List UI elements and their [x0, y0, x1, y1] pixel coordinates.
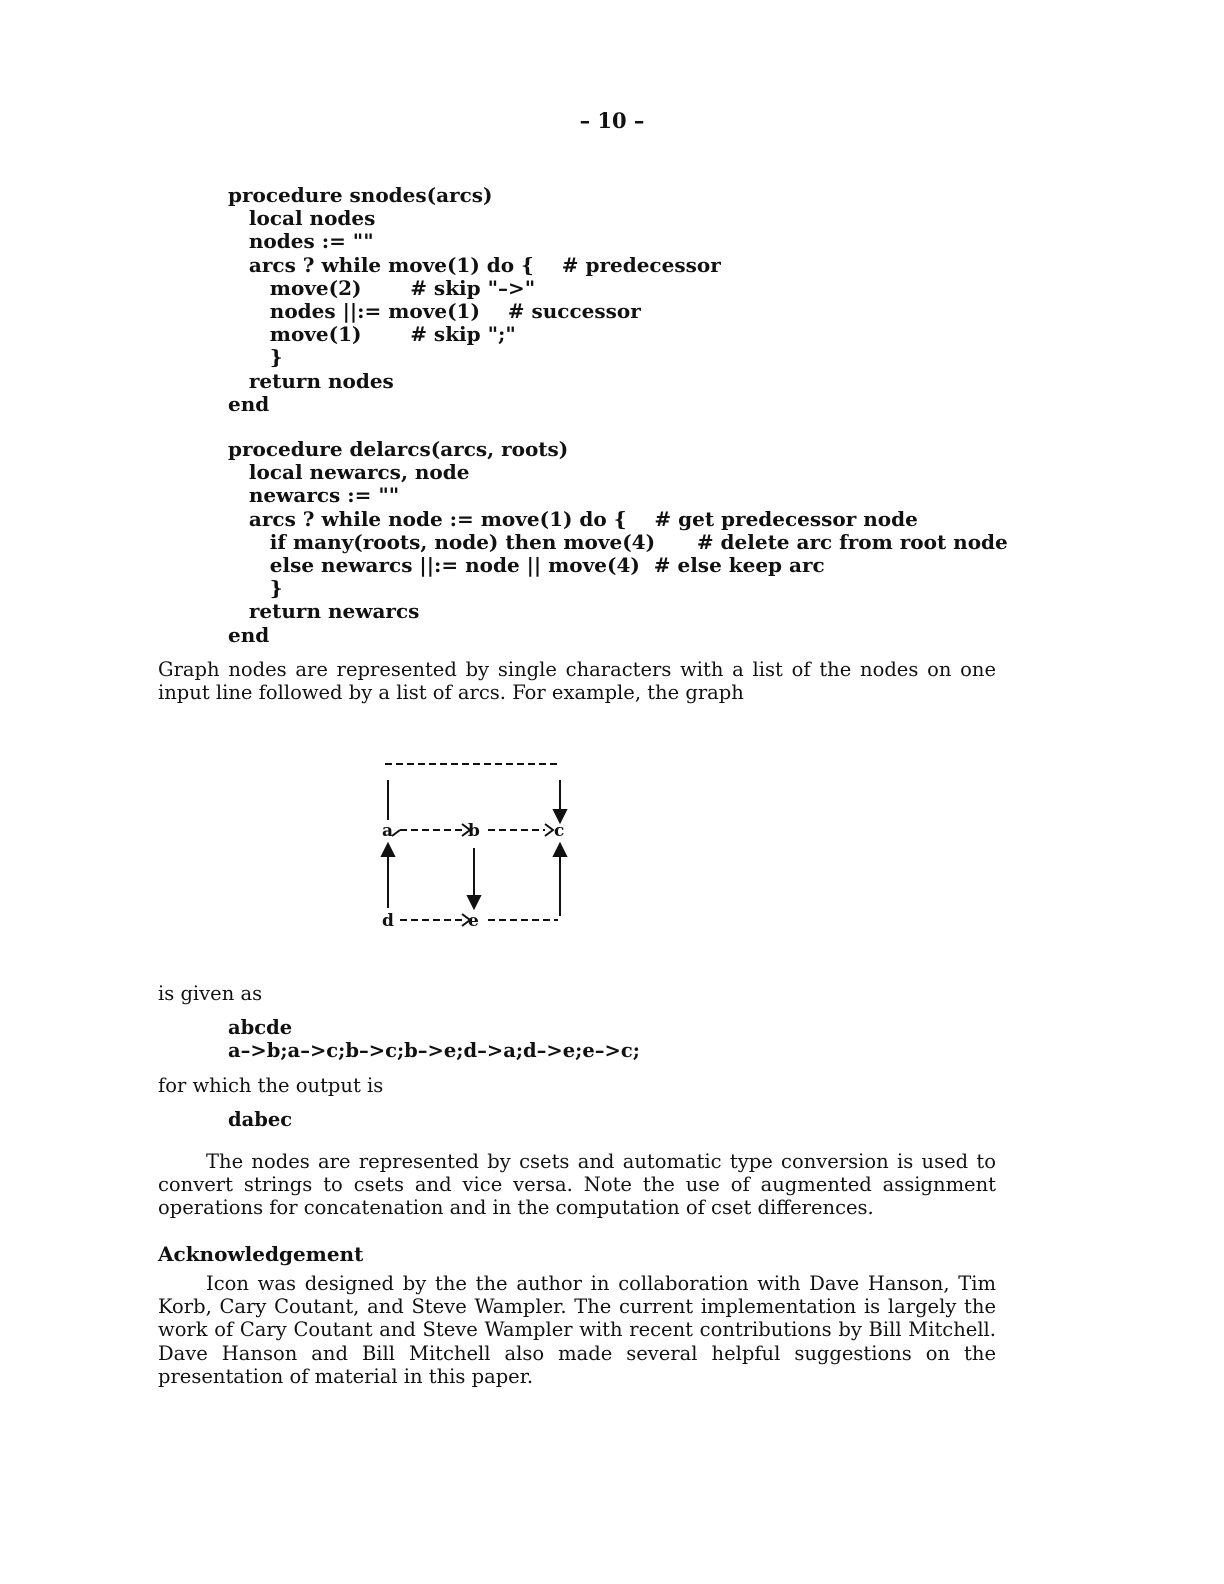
code-delarcs [228, 438, 1008, 647]
code-line: return newarcs [228, 599, 420, 624]
arrowhead [554, 844, 566, 856]
arrowhead [468, 896, 480, 908]
arrowhead [382, 844, 394, 856]
code-line: procedure delarcs(arcs, roots) [228, 437, 569, 461]
code-line: end [228, 391, 270, 416]
code-line: else newarcs ||:= node || move(4) # else keep arc [228, 552, 825, 577]
input-line: abcde [228, 1016, 293, 1039]
arrowhead-b-c [545, 824, 553, 836]
page-number: – 10 – [579, 108, 645, 133]
ack-heading: Acknowledgement [158, 1242, 364, 1266]
code-line: local nodes [228, 206, 376, 231]
node-a: a [382, 821, 394, 841]
code-line: procedure snodes(arcs) [228, 183, 493, 207]
node-b: b [468, 821, 480, 841]
is-given-as: is given as [158, 982, 263, 1005]
code-snodes [228, 184, 721, 416]
input-example [228, 1016, 640, 1062]
code-line: end [228, 622, 270, 647]
code-line: } [228, 345, 283, 370]
code-line: move(1) # skip ";" [228, 322, 516, 347]
code-line: if many(roots, node) then move(4) # delete arc from root node [228, 529, 1008, 554]
csets-text: The nodes are represented by csets and automatic type conversion is used to convert strings to csets and vice versa. Note the use of augmented assignment operations for concatenation and in the computation of cset differences. [158, 1150, 996, 1220]
code-line: return nodes [228, 368, 394, 393]
node-d: d [382, 911, 394, 931]
code-line: nodes ||:= move(1) # successor [228, 298, 641, 323]
graph-intro-text: Graph nodes are represented by single characters with a list of the nodes on one input line followed by a list of arcs. For example, the graph [158, 658, 996, 705]
code-line: arcs ? while node := move(1) do { # get predecessor node [228, 506, 918, 531]
ack-paragraph [158, 1272, 996, 1388]
code-line: move(2) # skip "–>" [228, 275, 536, 300]
output-intro: for which the output is [158, 1074, 384, 1097]
ack-text: Icon was designed by the the author in collaboration with Dave Hanson, Tim Korb, Cary Coutant, and Steve Wampler. The current implementation is largely the work of Cary Coutant and Steve Wampler with recent contributions by Bill Mitchell. Dave Hanson and Bill Mitchell also made several helpful suggestions on the presentation of material in this paper. [158, 1272, 996, 1388]
csets-paragraph [158, 1150, 996, 1220]
code-line: nodes := "" [228, 229, 374, 254]
code-line: newarcs := "" [228, 483, 400, 508]
arrow-stub [392, 830, 400, 836]
graph-figure [370, 750, 580, 940]
code-line: } [228, 576, 283, 601]
code-line: arcs ? while move(1) do { # predecessor [228, 252, 721, 277]
output-value: dabec [228, 1108, 293, 1131]
node-e: e [468, 911, 479, 931]
graph-intro-paragraph [158, 658, 996, 704]
node-c: c [554, 821, 565, 841]
code-line: local newarcs, node [228, 460, 470, 485]
input-line: a–>b;a–>c;b–>c;b–>e;d–>a;d–>e;e–>c; [228, 1039, 640, 1063]
